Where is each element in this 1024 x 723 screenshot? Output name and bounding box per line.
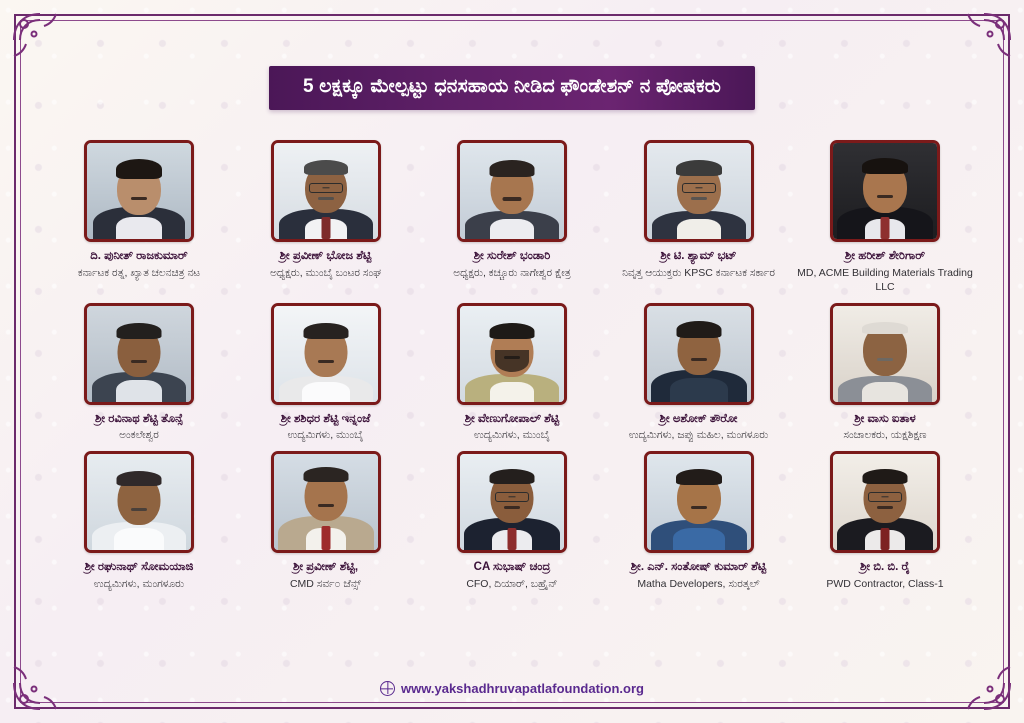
patron-desc: Matha Developers, ಸುರತ್ಕಲ್: [637, 577, 760, 590]
patron-photo: [84, 451, 194, 553]
patron-name: ಶ್ರೀ ಹರೀಶ್ ಶೇರಿಗಾರ್: [844, 250, 926, 262]
title-banner-wrap: [0, 66, 1024, 110]
footer: [0, 681, 1024, 701]
patron-photo: [457, 451, 567, 553]
patron-name: CA ಸುಭಾಷ್ ಚಂದ್ರ: [473, 561, 551, 574]
patron-card: [606, 451, 792, 591]
patron-card: [792, 303, 978, 443]
patron-name: ಶ್ರೀ ಸುರೇಶ್ ಭಂಡಾರಿ: [473, 250, 551, 262]
patron-desc: ಸಂಚಾಲಕರು, ಯಕ್ಷಶಿಕ್ಷಣ: [843, 429, 927, 442]
patron-name: ಶ್ರೀ ಶಶಿಧರ ಶೆಟ್ಟಿ ಇನ್ನಂಜೆ: [280, 412, 371, 425]
patron-name: ಶ್ರೀ ರಘುನಾಥ್ ಸೋಮಯಾಜಿ: [84, 561, 194, 574]
patron-name: ಶ್ರೀ ಪ್ರವೀಣ್ ಭೋಜ ಶೆಟ್ಟಿ: [279, 250, 372, 262]
patron-card: [606, 303, 792, 443]
patron-desc: ಉದ್ಯಮಿಗಳು, ಜಪ್ಪು ಮಹಿಲ, ಮಂಗಳೂರು: [628, 429, 769, 442]
patron-desc: ಕರ್ನಾಟಕ ರತ್ನ, ಖ್ಯಾತ ಚಲನಚಿತ್ರ ನಟ: [77, 266, 201, 279]
patrons-row: [46, 140, 978, 295]
patron-card: [606, 140, 792, 295]
patrons-grid: [46, 140, 978, 599]
patron-desc: ಉದ್ಯಮಿಗಳು, ಮಂಗಳೂರು: [93, 577, 185, 590]
patron-name: ಶ್ರೀ ಅಶೋಕ್ ತೌರೋ: [659, 412, 738, 425]
patron-card: [792, 140, 978, 295]
patron-photo: [271, 303, 381, 405]
patron-photo: [84, 303, 194, 405]
website-link[interactable]: [380, 681, 644, 696]
patron-photo: [271, 140, 381, 242]
patrons-row: [46, 451, 978, 591]
patron-name: ಶ್ರೀ ಪ್ರವೀಣ್ ಶೆಟ್ಟಿ,: [292, 561, 359, 574]
patrons-row: [46, 303, 978, 443]
patron-card: [419, 451, 605, 591]
patron-card: [233, 451, 419, 591]
patron-card: [419, 140, 605, 295]
patron-desc: CMD ಸರ್ವ೦ ಜೆನ್ಸ್: [289, 577, 362, 590]
patron-photo: [644, 140, 754, 242]
patron-card: [233, 303, 419, 443]
patron-name: ಶ್ರೀ ಟಿ. ಶ್ಯಾಮ್ ಭಟ್: [660, 250, 737, 262]
patron-photo: [644, 303, 754, 405]
patron-name: ದಿ. ಪುನೀತ್ ರಾಜಕುಮಾರ್: [90, 250, 188, 262]
patron-name: ಶ್ರೀ ರವಿನಾಥ ಶೆಟ್ಟಿ ತೊನ್ಸೆ: [94, 412, 184, 425]
patron-desc: ನಿವೃತ್ತ ಆಯುಕ್ತರು KPSC ಕರ್ನಾಟಕ ಸರ್ಕಾರ: [622, 266, 775, 279]
patron-photo: [271, 451, 381, 553]
patron-card: [792, 451, 978, 591]
patron-photo: [830, 451, 940, 553]
patron-card: [419, 303, 605, 443]
patron-photo: [84, 140, 194, 242]
patron-desc: ಉದ್ಯಮಿಗಳು, ಮುಂಬೈ: [474, 429, 550, 442]
patron-card: [46, 451, 232, 591]
patron-desc: ಅಂಕಲೇಶ್ವರ: [119, 429, 159, 442]
patron-name: ಶ್ರೀ. ಎನ್. ಸಂತೋಷ್ ಕುಮಾರ್ ಶೆಟ್ಟಿ: [630, 561, 767, 574]
patron-photo: [457, 140, 567, 242]
website-url-text: www.yakshadhruvapatlafoundation.org: [401, 681, 644, 696]
patron-photo: [644, 451, 754, 553]
patron-card: [233, 140, 419, 295]
patron-photo: [830, 140, 940, 242]
patron-photo: [830, 303, 940, 405]
patron-card: [46, 303, 232, 443]
corner-ornament-icon: [10, 10, 72, 72]
patron-desc: PWD Contractor, Class-1: [826, 577, 944, 590]
patron-desc: MD, ACME Building Materials Trading LLC: [797, 266, 973, 294]
patron-name: ಶ್ರೀ ವಾಸು ಐತಾಳ: [854, 412, 916, 425]
patron-desc: CFO, ದಿಯಾರ್, ಬಹ್ರೈನ್: [466, 577, 558, 590]
page-title: 5 ಲಕ್ಷಕ್ಕೂ ಮೇಲ್ಪಟ್ಟು ಧನಸಹಾಯ ನೀಡಿದ ಫೌಂಡೇಶನ್ ನ ಪೋಷಕರು: [269, 66, 755, 110]
patron-desc: ಉದ್ಯಮಿಗಳು, ಮುಂಬೈ: [287, 429, 364, 442]
corner-ornament-icon: [952, 10, 1014, 72]
globe-icon: [380, 681, 395, 696]
patron-photo: [457, 303, 567, 405]
patron-name: ಶ್ರೀ ಬಿ. ಬಿ. ರೈ: [859, 561, 911, 574]
patron-desc: ಅಧ್ಯಕ್ಷರು, ಮುಂಬೈ ಬಂಟರ ಸಂಘ: [269, 266, 382, 279]
patron-name: ಶ್ರೀ ವೇಣುಗೋಪಾಲ್ ಶೆಟ್ಟಿ: [464, 412, 560, 425]
patron-card: [46, 140, 232, 295]
patron-desc: ಅಧ್ಯಕ್ಷರು, ಕಚ್ಚೂರು ನಾಗೇಶ್ವರ ಕ್ಷೇತ್ರ: [453, 266, 571, 279]
